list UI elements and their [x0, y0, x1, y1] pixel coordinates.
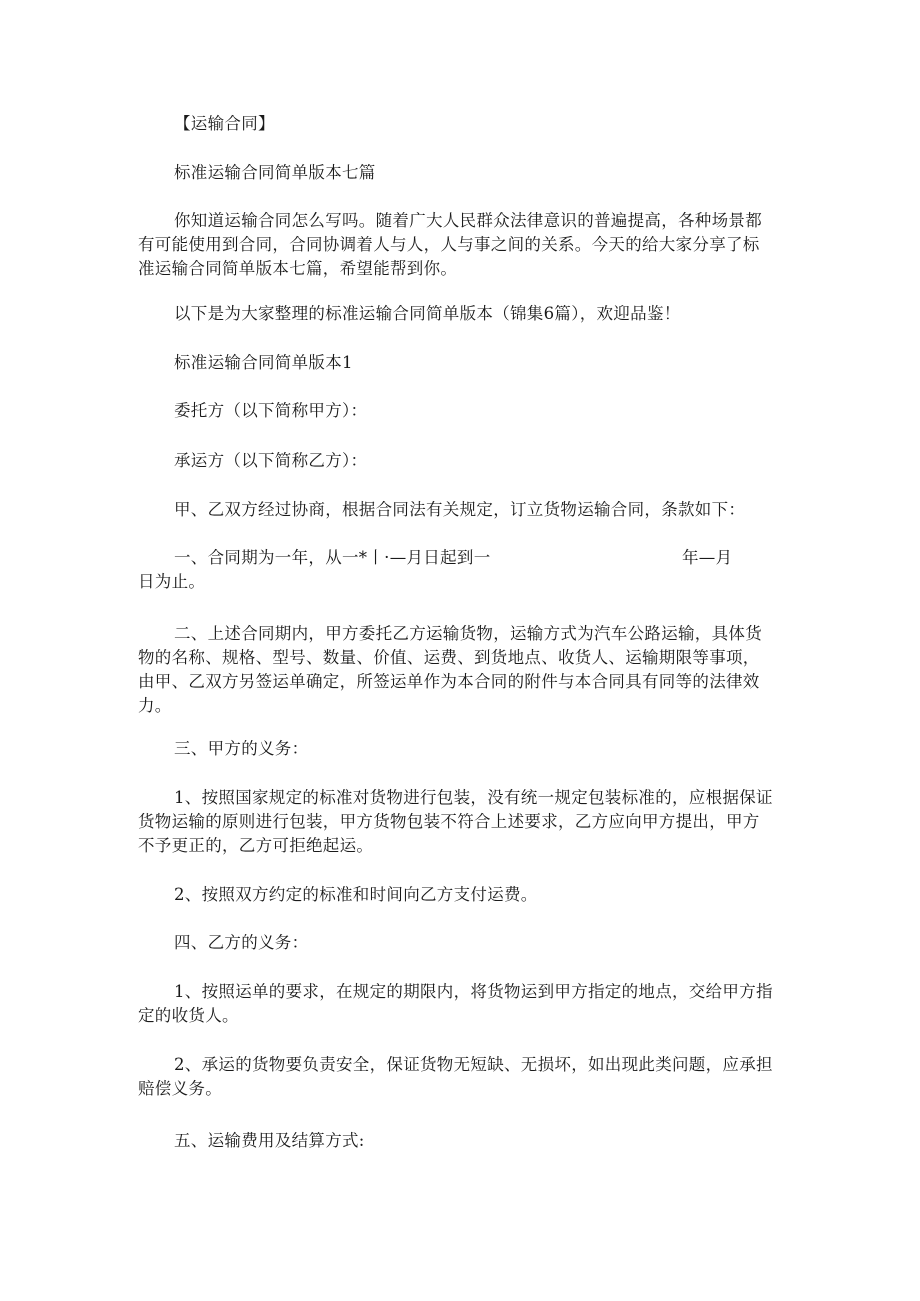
section-tag: 【运输合同】 [174, 114, 275, 133]
clause-2: 二、上述合同期内，甲方委托乙方运输货物，运输方式为汽车公路运输，具体货 物的名称、规格、型号、数量、价值、运费、到货地点、收货人、运输期限等事项， 由甲、乙双方另签运单确定，所签运单作为本合同的附件与本合同具有同等的法律效 力。 [138, 624, 762, 715]
party-a-line: 委托方（以下简称甲方）： [174, 401, 368, 420]
clause-3-heading: 三、甲方的义务： [174, 739, 309, 758]
document-title: 标准运输合同简单版本七篇 [174, 163, 376, 182]
lead-paragraph: 以下是为大家整理的标准运输合同简单版本（锦集6篇），欢迎品鉴！ [174, 304, 681, 323]
version-heading: 标准运输合同简单版本1 [174, 353, 353, 372]
clause-4-heading: 四、乙方的义务： [174, 933, 309, 952]
clause-5-heading: 五、运输费用及结算方式: [174, 1131, 365, 1150]
clause-3-item-2: 2、按照双方约定的标准和时间向乙方支付运费。 [174, 885, 538, 904]
party-b-line: 承运方（以下简称乙方）： [174, 451, 368, 470]
clause-3-item-1: 1、按照国家规定的标准对货物进行包装，没有统一规定包装标准的，应根据保证 货物运输的原则进行包装，甲方货物包装不符合上述要求，乙方应向甲方提出，甲方 不予更正的，乙方可拒绝起运。 [138, 788, 773, 855]
clause-1: 一、合同期为一年，从一*丨·—月日起到一 年—月 日为止。 [138, 548, 733, 591]
intro-paragraph: 你知道运输合同怎么写吗。随着广大人民群众法律意识的普遍提高，各种场景都 有可能使用到合同，合同协调着人与人，人与事之间的关系。今天的给大家分享了标 准运输合同简单版本七篇，希望能帮到你。 [138, 211, 762, 278]
clause-4-item-2: 2、承运的货物要负责安全，保证货物无短缺、无损坏，如出现此类问题，应承担 赔偿义务。 [138, 1055, 773, 1098]
clause-4-item-1: 1、按照运单的要求，在规定的期限内，将货物运到甲方指定的地点，交给甲方指 定的收货人。 [138, 982, 773, 1025]
agreement-paragraph: 甲、乙双方经过协商，根据合同法有关规定，订立货物运输合同，条款如下： [174, 500, 746, 519]
